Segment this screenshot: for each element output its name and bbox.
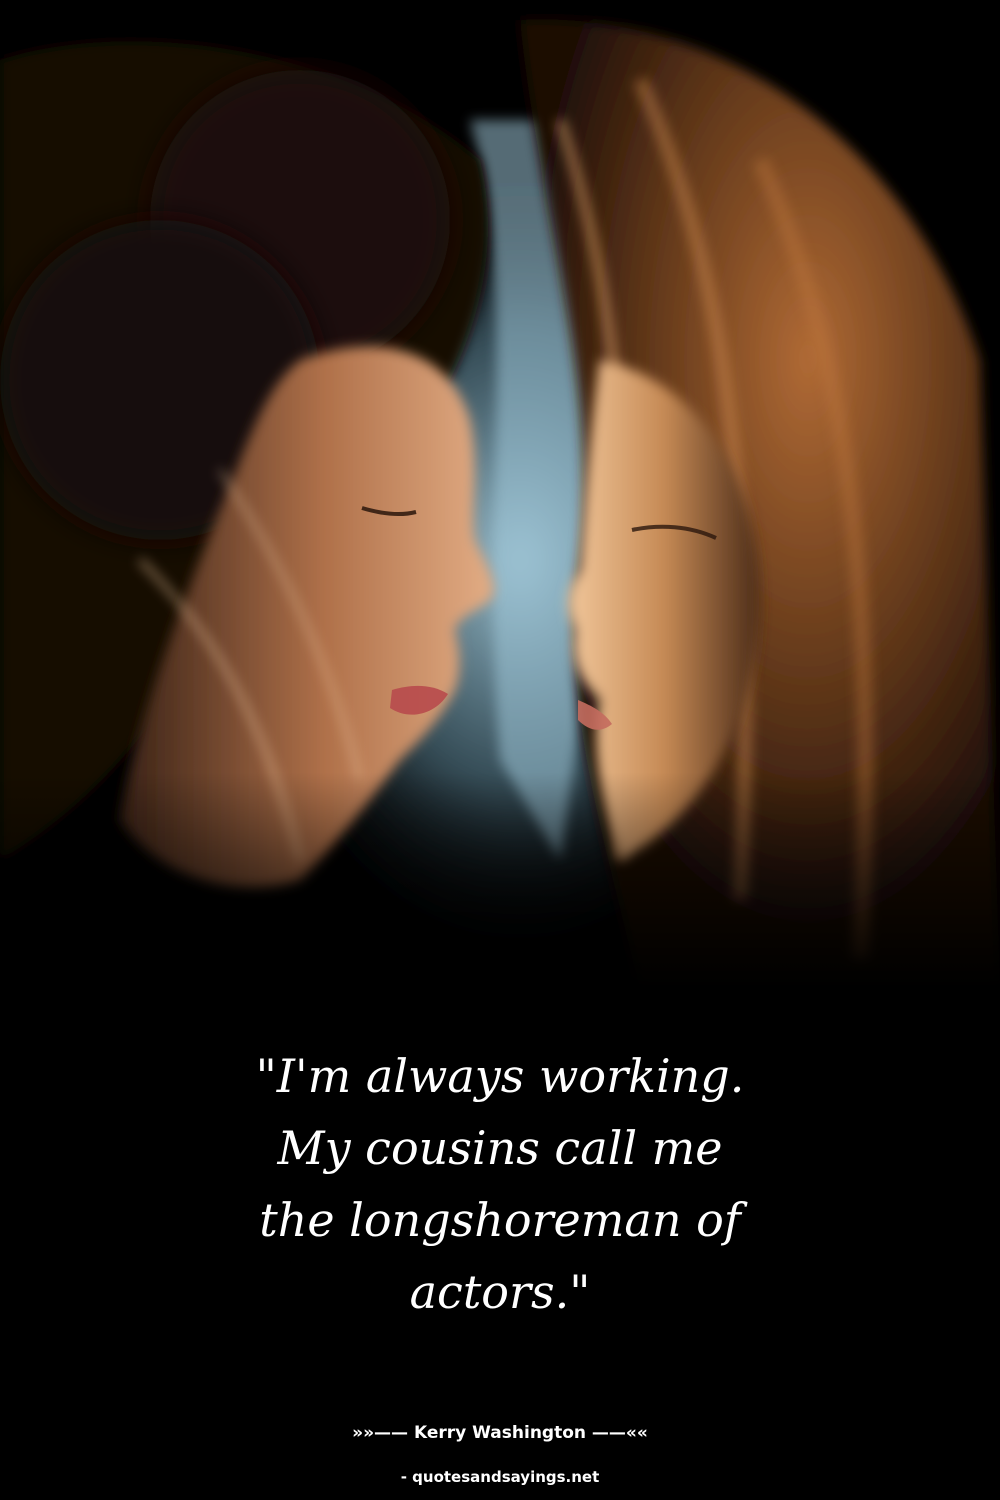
quote-line: actors." (409, 1265, 591, 1319)
quote-text (100, 1040, 900, 1328)
quote-author: »»—— Kerry Washington ——«« (352, 1423, 648, 1443)
quote-line: "I'm always working. (255, 1049, 745, 1103)
source-site: - quotesandsayings.net (400, 1468, 600, 1486)
quote-line: the longshoreman of (259, 1193, 741, 1247)
quote-line: My cousins call me (277, 1121, 723, 1175)
